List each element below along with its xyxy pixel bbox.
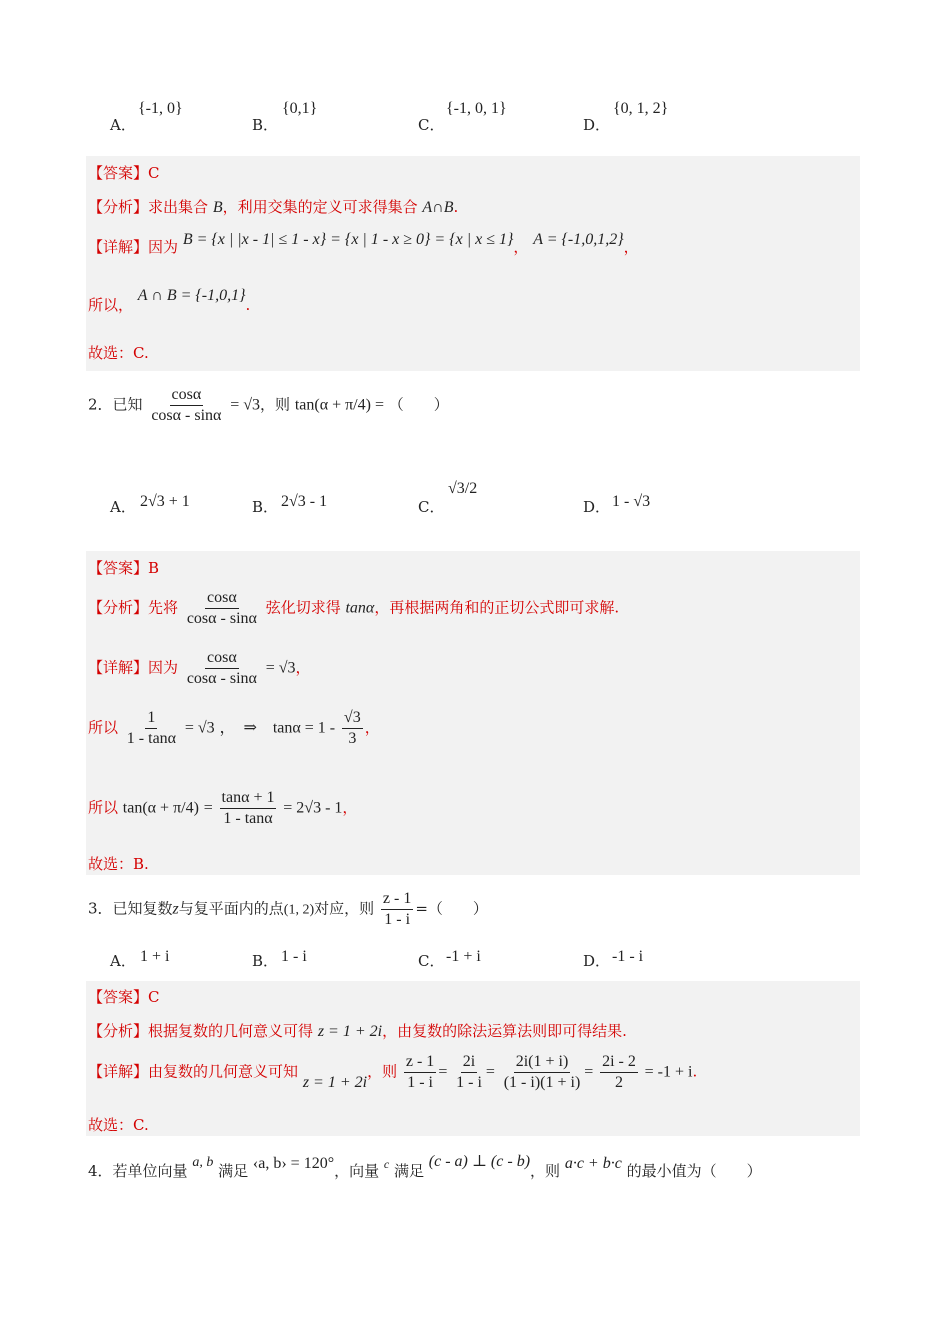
q1-detail-set-b-expr: B = {x | |x - 1| ≤ 1 - x} = {x | 1 - x ≥ 0} = {x | x ≤ 1} — [182, 231, 514, 248]
q3-option-c-label: C． — [418, 952, 445, 970]
q1-analysis — [88, 196, 458, 217]
q1-option-c-value: {-1, 0, 1} — [446, 100, 507, 117]
q3-option-a-value: 1 + i — [140, 948, 170, 965]
q3-option-b-label: B． — [252, 952, 279, 970]
q2-analysis-text-c: ，再根据两角和的正切公式即可求解. — [374, 598, 620, 617]
q3-stem-text-c: 对应，则 — [314, 899, 375, 918]
q2-analysis-text-a: 先将 — [148, 598, 179, 617]
q2-so1-fraction — [125, 709, 178, 748]
q3-f2-num: 2i — [461, 1053, 477, 1073]
q2-option-d-value: 1 - √3 — [612, 493, 651, 510]
q3-f3-den: (1 - i)(1 + i) — [503, 1074, 581, 1091]
q3-detail: 【详解】由复数的几何意义可知 z = 1 + 2i，则 $\frac{z - 1}{1 - i}$ = $\frac{2i}{1 - i}$ = $\frac{2i(1 + i)}{(1 - i)(1 + i)}$ = $\frac{2i - 2}{2}$ = -1 + i. — [88, 1053, 698, 1091]
q3-answer: 【答案】C — [88, 988, 160, 1006]
q3-detail-frac-4 — [600, 1053, 638, 1092]
q2-so2-den: 1 - tanα — [223, 810, 273, 827]
q3-choose: 故选：C. — [88, 1116, 149, 1134]
q2-so2-text: 所以 — [88, 798, 119, 817]
q3-detail-frac-1 — [404, 1053, 436, 1092]
q2-stem-frac-den: cosα - sinα — [151, 407, 222, 424]
q1-analysis-set-b: B — [212, 199, 223, 216]
q4-stem-angle: ‹a, b› = 120° — [252, 1155, 335, 1172]
q2-analysis-frac-num: cosα — [205, 589, 239, 609]
q1-so-text: 所以， — [88, 296, 134, 314]
q3-detail-then: ，则 — [367, 1062, 398, 1081]
q2-so1-end: ， — [364, 718, 380, 737]
q3-option-d-label: D． — [583, 952, 611, 970]
q4-stem-vector-c: c — [383, 1157, 390, 1171]
q2-stem-paren: （ ） — [388, 395, 449, 414]
q2-analysis-fraction — [185, 589, 259, 628]
q3-stem-end: =（ ） — [415, 899, 488, 918]
q2-option-a-label: A． — [110, 498, 136, 516]
q3-detail-end: . — [692, 1062, 698, 1081]
q1-analysis-intersection: A∩B — [422, 199, 454, 216]
q3-detail-tag: 【详解】 — [88, 1062, 149, 1081]
q2-number: 2．已知 — [88, 395, 143, 414]
q2-stem-fraction — [149, 386, 223, 425]
q2-option-b-label: B． — [252, 498, 279, 516]
q1-detail-text: 因为 — [148, 238, 179, 256]
q3-detail-z: z = 1 + 2i — [302, 1073, 368, 1091]
q3-f3-num: 2i(1 + i) — [514, 1053, 571, 1073]
q2-choose: 故选：B. — [88, 855, 149, 873]
q1-detail — [88, 231, 639, 257]
q3-solution-box — [86, 981, 860, 1136]
q1-option-c-label: C． — [418, 116, 445, 134]
q3-analysis-text-b: ，由复数的除法运算法则即可得结果. — [382, 1022, 627, 1040]
q4-stem-text-d: 满足 — [394, 1162, 425, 1180]
q1-option-b-label: B． — [252, 116, 279, 134]
q3-f1-num: z - 1 — [404, 1053, 436, 1073]
q2-so1-num: 1 — [145, 709, 157, 729]
q2-answer: 【答案】B — [88, 559, 160, 577]
q2-stem-tan-expr: tan(α + π/4) = — [294, 396, 384, 414]
q1-analysis-tag: 【分析】 — [88, 198, 149, 216]
q2-so2-num: tanα + 1 — [220, 789, 277, 809]
q1-option-b-value: {0,1} — [282, 100, 318, 117]
q2-detail — [88, 649, 311, 688]
q4-stem — [88, 1153, 762, 1181]
q2-so1-den: 1 - tanα — [126, 730, 177, 747]
q2-detail-tag: 【详解】 — [88, 658, 149, 677]
q2-so2-rhs: = 2√3 - 1 — [283, 799, 343, 817]
q1-so-end: . — [245, 296, 251, 314]
q1-detail-set-a-expr: A = {-1,0,1,2} — [533, 231, 624, 248]
q1-option-d-label: D． — [583, 116, 611, 134]
q1-option-d-value: {0, 1, 2} — [613, 100, 669, 117]
q3-detail-frac-3 — [502, 1053, 583, 1092]
q2-so2: 所以 tan(α + π/4) = $\frac{\tan\alpha + 1}{1 - \tan\alpha}$ = 2√3 - 1， — [88, 789, 358, 827]
q1-analysis-text-c: ，利用交集的定义可求得集合 — [222, 198, 418, 216]
q1-detail-sep: ， — [513, 238, 529, 256]
q2-stem-frac-num: cosα — [170, 386, 204, 406]
q2-detail-frac-den: cosα - sinα — [186, 670, 257, 687]
q2-option-c-value: √3/2 — [448, 480, 478, 497]
q1-detail-tag: 【详解】 — [88, 238, 149, 256]
q1-so — [88, 287, 251, 315]
q2-detail-end: ， — [295, 658, 311, 677]
q1-answer: 【答案】C — [88, 164, 160, 182]
q2-so2-end: ， — [342, 798, 358, 817]
q2-analysis-tan: tanα — [345, 599, 375, 617]
q2-analysis-frac-den: cosα - sinα — [186, 610, 257, 627]
q3-option-c-value: -1 + i — [446, 948, 481, 965]
q4-stem-vectors-ab: a, b — [192, 1155, 214, 1170]
q4-stem-text-e: ，则 — [530, 1162, 561, 1180]
q2-analysis — [88, 589, 619, 628]
q3-stem-num: z - 1 — [381, 890, 413, 910]
q3-f4-den: 2 — [614, 1074, 623, 1091]
q3-option-b-value: 1 - i — [281, 948, 307, 965]
q4-stem-text-a: 4．若单位向量 — [88, 1162, 188, 1180]
q2-stem-eq: = √3 — [230, 396, 261, 414]
q2-detail-fraction — [185, 649, 259, 688]
q2-stem-then: ，则 — [260, 395, 291, 414]
q3-option-d-value: -1 - i — [612, 948, 644, 965]
q2-so1-text: 所以 — [88, 718, 119, 737]
q2-analysis-text-b: 弦化切求得 — [265, 598, 341, 617]
q2-detail-text: 因为 — [148, 658, 179, 677]
q2-so1-arrow: ， ⇒ tanα = 1 - — [219, 719, 336, 737]
q3-stem-text-b: 与复平面内的点 — [178, 899, 284, 918]
q3-detail-text-a: 由复数的几何意义可知 — [148, 1062, 299, 1081]
q3-analysis-text-a: 根据复数的几何意义可得 — [148, 1022, 314, 1040]
q2-option-c-label: C． — [418, 498, 445, 516]
q2-so1-fraction-2 — [342, 709, 363, 748]
q1-analysis-end: . — [453, 198, 459, 216]
q3-analysis-z: z = 1 + 2i — [317, 1023, 383, 1040]
q1-option-a-value: {-1, 0} — [138, 100, 183, 117]
q2-detail-frac-num: cosα — [205, 649, 239, 669]
q2-option-b-value: 2√3 - 1 — [281, 493, 328, 510]
q3-option-a-label: A． — [110, 952, 136, 970]
q1-so-expr: A ∩ B = {-1,0,1} — [137, 287, 246, 304]
q2-detail-eq: = √3 — [265, 659, 296, 677]
q1-option-a-label: A． — [110, 116, 136, 134]
q3-detail-frac-2 — [454, 1053, 484, 1092]
q2-so2-fraction — [220, 789, 277, 828]
q3-stem-fraction — [381, 890, 413, 929]
q2-so1-fnum: √3 — [342, 709, 363, 729]
q2-option-a-value: 2√3 + 1 — [140, 493, 190, 510]
q3-detail-result: = -1 + i — [644, 1063, 693, 1081]
q2-analysis-tag: 【分析】 — [88, 598, 149, 617]
q3-stem-text-a: 3．已知复数 — [88, 899, 173, 918]
q1-choose: 故选：C. — [88, 344, 149, 362]
q3-stem-den: 1 - i — [384, 911, 411, 928]
q2-so1 — [88, 709, 380, 748]
q3-f2-den: 1 - i — [456, 1074, 482, 1091]
q3-analysis-tag: 【分析】 — [88, 1022, 149, 1040]
q4-stem-expr: a·c + b·c — [564, 1155, 622, 1172]
q4-stem-text-f: 的最小值为（ ） — [626, 1162, 762, 1180]
q3-f4-num: 2i - 2 — [600, 1053, 638, 1073]
q2-so1-eq: = √3 — [184, 719, 215, 737]
q4-stem-text-c: ，向量 — [334, 1162, 380, 1180]
q2-so1-fden: 3 — [348, 730, 357, 747]
q1-analysis-text-a: 求出集合 — [148, 198, 209, 216]
q4-stem-perp: (c - a) ⊥ (c - b) — [428, 1153, 531, 1170]
q3-f1-den: 1 - i — [407, 1074, 433, 1091]
q2-so2-lhs: tan(α + π/4) — [122, 799, 199, 817]
q3-stem — [88, 890, 488, 929]
q2-solution-box — [86, 551, 860, 875]
q2-option-d-label: D． — [583, 498, 611, 516]
q3-analysis — [88, 1020, 627, 1041]
q3-stem-point: (1, 2) — [283, 902, 315, 918]
q3-stem-z: z — [172, 900, 179, 918]
q2-stem — [88, 386, 449, 425]
q1-solution-box — [86, 156, 860, 371]
q4-stem-text-b: 满足 — [218, 1162, 249, 1180]
q1-detail-end: ， — [623, 238, 639, 256]
